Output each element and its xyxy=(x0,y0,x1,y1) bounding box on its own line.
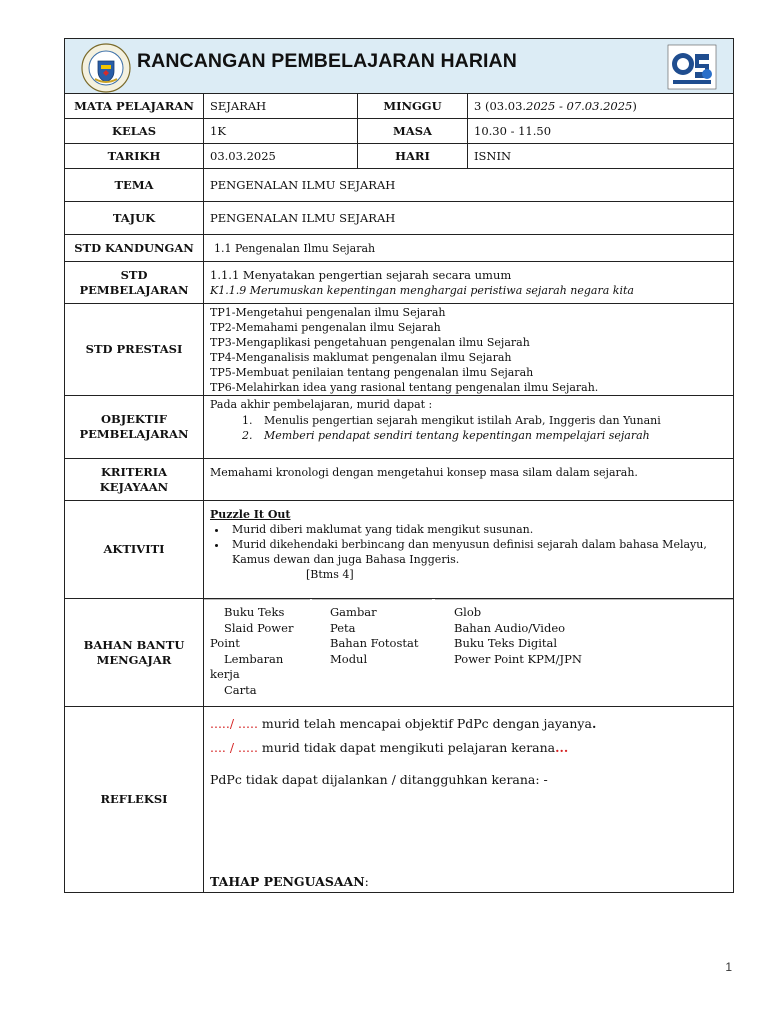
std-pembelajaran-line-1: 1.1.1 Menyatakan pengertian sejarah secara umum xyxy=(210,267,512,282)
tp-item: TP2-Memahami pengenalan ilmu Sejarah xyxy=(210,321,441,334)
bbm-item: Point xyxy=(210,636,240,650)
label-minggu: MINGGU xyxy=(358,94,468,119)
label-line: BAHAN BANTU xyxy=(83,637,185,652)
value-std-pembelajaran xyxy=(204,262,734,304)
label-mata-pelajaran: MATA PELAJARAN xyxy=(65,94,204,119)
bbm-item: Bahan Fotostat xyxy=(330,636,419,650)
bbm-item: Buku Teks xyxy=(224,605,285,619)
value-kriteria: Memahami kronologi dengan mengetahui konsep masa silam dalam sejarah. xyxy=(204,459,734,501)
bbm-item: Power Point KPM/JPN xyxy=(454,651,582,666)
divider xyxy=(204,599,310,600)
label-line: PEMBELAJARAN xyxy=(79,282,189,297)
tp-item: TP5-Membuat penilaian tentang pengenalan ilmu Sejarah xyxy=(210,366,534,379)
value-objektif xyxy=(204,396,734,459)
objektif-item: 1. Menulis pengertian sejarah mengikut istilah Arab, Inggeris dan Yunani xyxy=(256,413,727,428)
label-tarikh: TARIKH xyxy=(65,144,204,169)
row-tema xyxy=(65,169,734,202)
tahap-label: TAHAP PENGUASAAN xyxy=(210,874,365,889)
row-kelas xyxy=(65,119,734,144)
row-kriteria xyxy=(65,459,734,501)
lesson-plan-table xyxy=(64,38,734,893)
row-bbm xyxy=(65,599,734,707)
value-hari: ISNIN xyxy=(468,144,734,169)
bbm-item: Carta xyxy=(224,682,257,697)
header-row xyxy=(65,39,734,94)
tp-item: TP3-Mengaplikasi pengetahuan pengenalan ilmu Sejarah xyxy=(210,336,530,349)
refleksi-line-2 xyxy=(210,740,727,755)
aktiviti-item: • Murid dikehendaki berbincang dan menyusun definisi sejarah dalam bahasa Melayu, Kamus dewan dan juga Bahasa Inggeris. xyxy=(228,537,727,567)
tp-item: TP4-Menganalisis maklumat pengenalan ilmu Sejarah xyxy=(210,351,512,364)
value-kelas: 1K xyxy=(204,119,358,144)
label-line: MENGAJAR xyxy=(96,652,172,667)
row-tarikh xyxy=(65,144,734,169)
label-line: PEMBELAJARAN xyxy=(79,427,189,441)
page-number: 1 xyxy=(725,960,732,974)
row-objektif xyxy=(65,396,734,459)
bbm-column-3 xyxy=(454,605,724,667)
row-std-prestasi xyxy=(65,304,734,396)
bbm-item: Modul xyxy=(330,651,368,666)
aktiviti-list xyxy=(210,522,727,567)
label-std-prestasi: STD PRESTASI xyxy=(65,304,204,396)
refleksi-end: ... xyxy=(555,740,569,755)
page-title: RANCANGAN PEMBELAJARAN HARIAN xyxy=(137,50,517,72)
divider xyxy=(435,599,733,600)
value-aktiviti xyxy=(204,501,734,599)
bbm-column-2 xyxy=(330,605,440,667)
row-std-pembelajaran xyxy=(65,262,734,304)
value-minggu xyxy=(468,94,734,119)
school-emblem-icon xyxy=(667,44,717,90)
header-cell xyxy=(65,39,734,94)
minggu-prefix: 3 (03.03. xyxy=(474,98,527,113)
label-aktiviti: AKTIVITI xyxy=(65,501,204,599)
objektif-item: 2. Memberi pendapat sendiri tentang kepentingan mempelajari sejarah xyxy=(256,428,727,443)
refleksi-end: . xyxy=(591,716,597,731)
value-bbm xyxy=(204,599,734,707)
aktiviti-item: • Murid diberi maklumat yang tidak mengikut susunan. xyxy=(228,522,727,537)
bbm-item: Slaid Power xyxy=(224,620,294,635)
row-std-kandungan xyxy=(65,235,734,262)
bbm-item: Buku Teks Digital xyxy=(454,636,558,650)
label-line: KRITERIA xyxy=(100,464,168,479)
label-line: OBJEKTIF xyxy=(100,412,168,426)
label-line: KEJAYAAN xyxy=(99,479,169,494)
bbm-item: Gambar xyxy=(330,605,377,619)
aktiviti-note: [Btms 4] xyxy=(306,568,354,581)
bbm-item: Peta xyxy=(330,620,356,635)
value-std-prestasi xyxy=(204,304,734,396)
label-kriteria xyxy=(65,459,204,501)
row-aktiviti xyxy=(65,501,734,599)
tp-item: TP1-Mengetahui pengenalan ilmu Sejarah xyxy=(210,306,446,319)
blank-field: ...../ ..... xyxy=(210,716,258,731)
refleksi-line-1 xyxy=(210,716,727,731)
label-tema: TEMA xyxy=(65,169,204,202)
lesson-plan-sheet xyxy=(64,38,733,892)
label-refleksi: REFLEKSI xyxy=(65,707,204,893)
bbm-item: kerja xyxy=(210,667,240,681)
row-tajuk xyxy=(65,202,734,235)
label-hari: HARI xyxy=(358,144,468,169)
std-pembelajaran-line-2: K1.1.9 Merumuskan kepentingan menghargai peristiwa sejarah negara kita xyxy=(210,283,634,297)
objektif-list xyxy=(210,413,727,443)
refleksi-text: murid telah mencapai objektif PdPc dengan jayanya xyxy=(257,716,592,731)
bbm-column-1 xyxy=(210,605,310,698)
bbm-item: Glob xyxy=(454,605,482,619)
value-std-kandungan: 1.1 Pengenalan Ilmu Sejarah xyxy=(204,235,734,262)
school-crest-icon xyxy=(81,43,131,93)
label-line: STD xyxy=(120,267,148,282)
label-bbm xyxy=(65,599,204,707)
refleksi-line-3: PdPc tidak dapat dijalankan / ditangguhkan kerana: - xyxy=(210,772,548,787)
divider xyxy=(312,599,432,600)
value-refleksi xyxy=(204,707,734,893)
label-kelas: KELAS xyxy=(65,119,204,144)
aktiviti-heading: Puzzle It Out xyxy=(210,508,291,521)
label-objektif xyxy=(65,396,204,459)
bbm-item: Bahan Audio/Video xyxy=(454,620,566,635)
label-tajuk: TAJUK xyxy=(65,202,204,235)
value-masa: 10.30 - 11.50 xyxy=(468,119,734,144)
bbm-columns xyxy=(204,599,733,705)
row-refleksi xyxy=(65,707,734,893)
tp-item: TP6-Melahirkan idea yang rasional tentang pengenalan ilmu Sejarah. xyxy=(210,381,599,394)
tahap-penguasaan xyxy=(210,874,369,889)
value-tajuk: PENGENALAN ILMU SEJARAH xyxy=(204,202,734,235)
label-std-pembelajaran xyxy=(65,262,204,304)
row-mata-pelajaran xyxy=(65,94,734,119)
refleksi-text: murid tidak dapat mengikuti pelajaran kerana xyxy=(257,740,556,755)
value-tema: PENGENALAN ILMU SEJARAH xyxy=(204,169,734,202)
minggu-date-range: 2025 - 07.03.2025 xyxy=(526,98,633,113)
blank-field: .... / ..... xyxy=(210,740,258,755)
label-std-kandungan: STD KANDUNGAN xyxy=(65,235,204,262)
minggu-suffix: ) xyxy=(632,98,637,113)
label-masa: MASA xyxy=(358,119,468,144)
tahap-colon: : xyxy=(364,874,369,889)
value-mata-pelajaran: SEJARAH xyxy=(204,94,358,119)
value-tarikh: 03.03.2025 xyxy=(204,144,358,169)
bbm-item: Lembaran xyxy=(224,651,284,666)
objektif-intro: Pada akhir pembelajaran, murid dapat : xyxy=(210,398,433,411)
